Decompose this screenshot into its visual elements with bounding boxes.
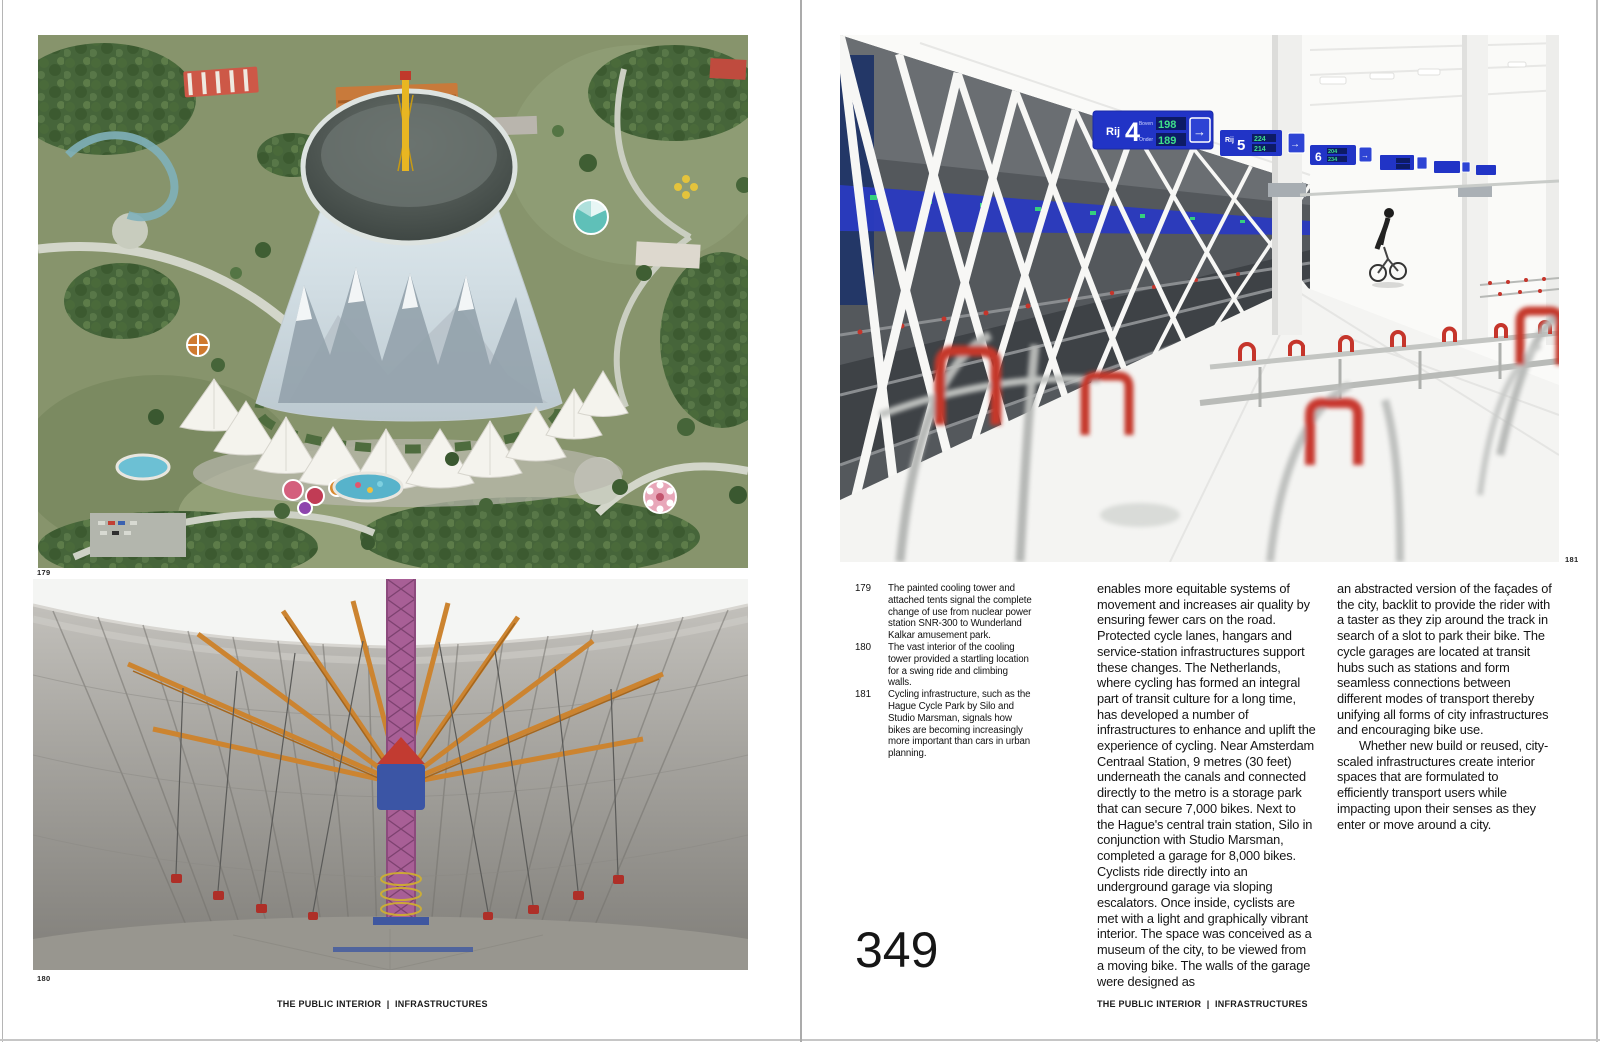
row-sign-rij-4 [1093, 111, 1213, 149]
body-text-column-2 [1337, 581, 1553, 832]
svg-text:214: 214 [1254, 146, 1266, 153]
svg-text:224: 224 [1254, 136, 1266, 143]
row-5-number: 5 [1237, 137, 1246, 154]
body-text-column-1 [1097, 581, 1316, 989]
arrow-icon: → [1361, 151, 1369, 160]
caption-180 [855, 642, 1033, 689]
arrow-icon: → [1193, 124, 1206, 139]
caption-text: The vast interior of the cooling tower provided a startling location for a swing ride and climbing walls. [888, 641, 1029, 689]
page-edge-left [2, 0, 3, 1042]
page-number: 349 [855, 922, 939, 978]
svg-text:234: 234 [1328, 157, 1338, 163]
onder-count: 189 [1158, 135, 1177, 147]
caption-list [855, 583, 1033, 760]
row-sign-rij-5 [1220, 130, 1305, 156]
body-paragraph: Whether new build or reused, city-scaled infrastructures create interior spaces that are formulated to efficiently transport users while impacting upon their senses as they enter or move around a city. [1337, 738, 1549, 832]
caption-number: 179 [855, 583, 871, 594]
cooling-tower-interior-illustration [33, 579, 748, 970]
figure-179-label: 179 [37, 568, 51, 577]
caption-text: Cycling infrastructure, such as the Hague Cycle Park by Silo and Studio Marsman, signals how bikes are becoming increasingly more important than cars in urban planning. [888, 689, 1031, 760]
spread-gutter-divider [800, 0, 802, 1042]
caption-number: 181 [855, 689, 871, 701]
running-footer-right: THE PUBLIC INTERIOR | INFRASTRUCTURES [1097, 999, 1308, 1009]
onder-label: Onder [1139, 137, 1153, 143]
caption-181 [855, 689, 1033, 760]
row-6-number: 6 [1315, 150, 1322, 164]
figure-179-aerial-amusement-park-photo [38, 35, 748, 568]
figure-180-cooling-tower-interior-photo [33, 579, 748, 970]
caption-number: 180 [855, 641, 871, 653]
caption-text: The painted cooling tower and attached tents signal the complete change of use from nuclear power station SNR-300 to Wunderland Kalkar amusement park. [888, 583, 1032, 642]
body-paragraph: an abstracted version of the façades of the city, backlit to provide the rider with a taster as they zip around the track in search of a slot to park their bike. The cycle garages are located at transit hubs such as stations and form seamless connections between different modes of transport thereby unifying all forms of city infrastructures and encouraging bike use. [1337, 581, 1552, 738]
svg-text:204: 204 [1328, 149, 1338, 155]
svg-text:Rij: Rij [1225, 137, 1234, 144]
boven-label: Boven [1138, 121, 1153, 127]
figure-181-label: 181 [1565, 555, 1579, 564]
caption-179 [855, 583, 1033, 642]
running-footer-left: THE PUBLIC INTERIOR | INFRASTRUCTURES [277, 999, 488, 1009]
body-paragraph: enables more equitable systems of movement and increases air quality by ensuring fewer cars on the road. Protected cycle lanes, hangars and service-station infrastructures support these changes. The Netherlands, where cycling has formed an integral part of transit culture for a long time, has developed a number of infrastructures to enhance and uplift the experience of cycling. Near Amsterdam Centraal Station, 9 metres (30 feet) underneath the canals and connected directly to the metro is a storage park that can secure 7,000 bikes. Next to the Hague's central train station, Silo in conjunction with Studio Marsman, completed a garage for 8,000 bikes. Cyclists ride directly into an underground garage via sloping escalators. Once inside, cyclists are met with a light and graphically vibrant interior. The space was conceived as a museum of the city, to be viewed from a moving bike. The walls of the garage were designed as [1097, 581, 1316, 989]
cycle-park-illustration [840, 35, 1559, 562]
page-edge-right [1596, 0, 1598, 1042]
boven-count: 198 [1158, 119, 1177, 131]
arrow-icon: → [1290, 139, 1300, 150]
figure-180-label: 180 [37, 974, 51, 983]
row-4-number: 4 [1125, 117, 1141, 147]
row-sign-rij-6 [1310, 145, 1372, 165]
rij-label: Rij [1106, 126, 1121, 138]
aerial-park-illustration [38, 35, 748, 568]
figure-181-cycle-park-photo [840, 35, 1559, 562]
